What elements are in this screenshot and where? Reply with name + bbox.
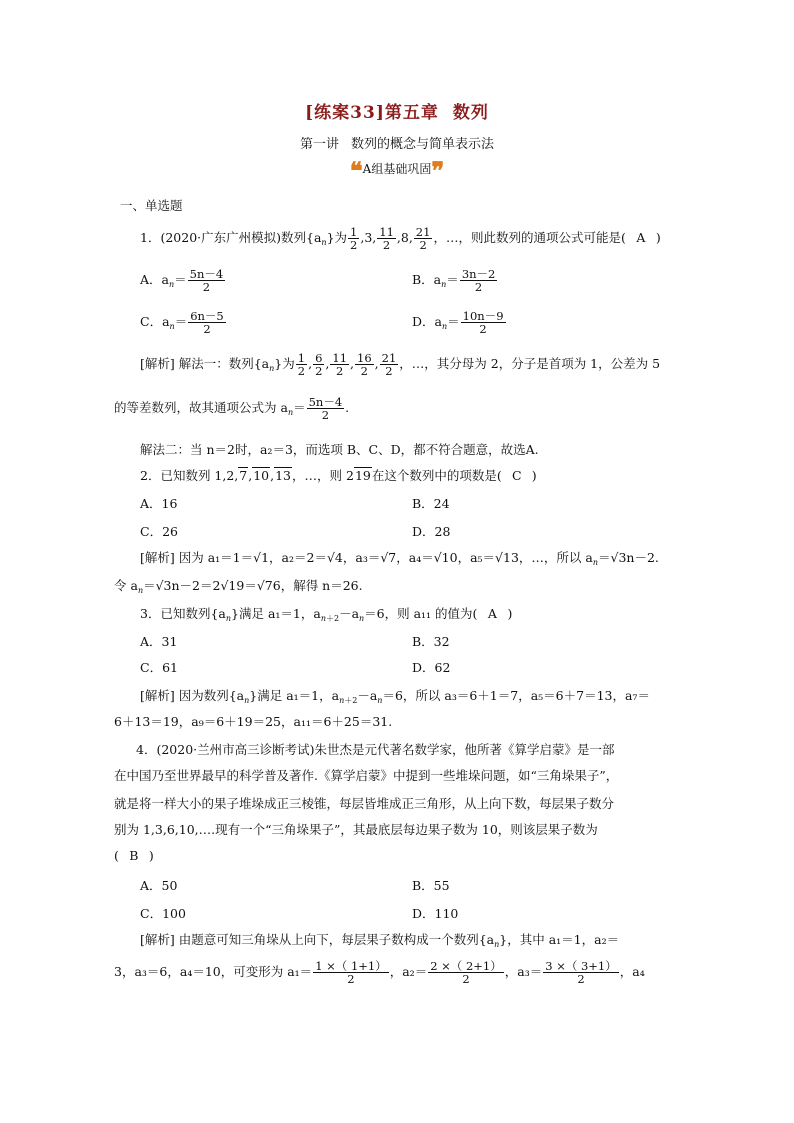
q4-answer-line: ( B ) bbox=[114, 848, 154, 863]
q2-option-d: D．28 bbox=[412, 524, 451, 539]
group-heading bbox=[0, 156, 794, 185]
q2-stem: 2．已知数列 1,2,7,10,13，…，则 219在这个数列中的项数是( C ) bbox=[140, 468, 537, 483]
q4-stem-line3: 就是将一样大小的果子堆垛成正三棱锥，每层皆堆成正三角形，从上向下数，每层果子数分 bbox=[114, 796, 615, 811]
q2-option-c: C．26 bbox=[140, 524, 178, 539]
lecture-number: 第一讲 bbox=[299, 137, 339, 152]
q3-option-c: C．61 bbox=[140, 660, 178, 675]
q4-explanation-line2: 3，a₃＝6，a₄＝10，可变形为 a₁＝ $\frac{1 \times( 1+1)}{2}$ ，a₂＝ $\frac{2 \times( 2+1)}{2}$ ，a₃＝ $\frac{3 \times( 3+1)}{2}$ ，a₄ bbox=[114, 959, 645, 987]
q1-option-a: A．$a_n=$ $\frac{5n-4}{2}$ bbox=[140, 267, 224, 295]
q2-explanation-line2: 令 $a_n=√3n-2=2√19=√76$，解得 n＝26. bbox=[114, 578, 363, 595]
q4-option-b: B．55 bbox=[412, 878, 450, 893]
q3-option-d: D．62 bbox=[412, 660, 451, 675]
q4-option-c: C．100 bbox=[140, 906, 186, 921]
q4-stem-line2: 在中国乃至世界最早的科学普及著作.《算学启蒙》中提到一些堆垛问题，如“三角垛果子”， bbox=[114, 768, 619, 783]
close-quote-icon: ❞ bbox=[431, 156, 445, 185]
q1-answer: A bbox=[636, 230, 646, 246]
q4-option-d: D．110 bbox=[412, 906, 459, 921]
q3-option-b: B．32 bbox=[412, 634, 450, 649]
section-heading: 一、单选题 bbox=[120, 198, 183, 213]
q4-option-a: A．50 bbox=[140, 878, 178, 893]
title-chapter: [练案33]第五章 bbox=[305, 103, 439, 123]
title-topic: 数列 bbox=[452, 103, 489, 123]
group-label: A组基础巩固 bbox=[362, 162, 432, 176]
q2-explanation-line1: [解析] 因为 a₁＝1＝√1，a₂＝2＝√4，a₃＝√7，a₄＝√10，a₅＝√13，…，所以 $a_n=√3n-2$. bbox=[140, 550, 659, 567]
q4-explanation-line1: [解析] 由题意可知三角垛从上向下，每层果子数构成一个数列$\{a_n\}$，其中 a₁＝1，a₂＝ bbox=[140, 932, 620, 949]
q1-option-d: D．$a_n=$ $\frac{10n-9}{2}$ bbox=[412, 309, 504, 337]
lecture-subtitle bbox=[0, 133, 794, 152]
q1-option-c: C．$a_n=$ $\frac{6n-5}{2}$ bbox=[140, 309, 224, 337]
q2-option-a: A．16 bbox=[140, 496, 178, 511]
q3-explanation-line2: 6＋13＝19，a₉＝6＋19＝25，a₁₁＝6＋25＝31. bbox=[114, 714, 393, 729]
q4-answer: B bbox=[129, 848, 139, 863]
q1-explanation-line1: [解析] 解法一：数列$\{a_n\}$为 $\frac{1}{2}$ , $\frac{6}{2}$ , $\frac{11}{2}$ , $\frac{16}{2}$ , $\frac{21}{2}$ ，…，其分母为 2，分子是首项为 1，公差为 5 bbox=[140, 351, 661, 379]
q2-option-b: B．24 bbox=[412, 496, 450, 511]
q3-answer: A bbox=[487, 606, 497, 621]
q1-option-b: B．$a_n=$ $\frac{3n-2}{2}$ bbox=[412, 267, 496, 295]
q4-stem-line1: 4．(2020·兰州市高三诊断考试)朱世杰是元代著名数学家，他所著《算学启蒙》是一部 bbox=[136, 742, 615, 757]
q3-explanation-line1: [解析] 因为数列$\{a_n\}$满足 a₁＝1，$a_{n+2}-a_n=6$，所以 a₃＝6＋1＝7，a₅＝6＋7＝13，a₇＝ bbox=[140, 688, 650, 705]
open-quote-icon: ❝ bbox=[349, 156, 363, 185]
q3-option-a: A．31 bbox=[140, 634, 178, 649]
page-title bbox=[0, 98, 794, 123]
q1-explanation-line2: 的等差数列，故其通项公式为 $a_n=$ $\frac{5n-4}{2}$ . bbox=[114, 395, 350, 423]
q1-stem: 1．(2020·广东广州模拟)数列$\{a_n\}$为 $\frac{1}{2}$ ,3, $\frac{11}{2}$ ,8, $\frac{21}{2}$ ，…，则此数列的通项公式可能是( A ) bbox=[140, 225, 661, 253]
q4-stem-line4: 别为 1,3,6,10,….现有一个“三角垛果子”，其最底层每边果子数为 10，则该层果子数为 bbox=[114, 822, 598, 837]
lecture-topic: 数列的概念与简单表示法 bbox=[351, 137, 495, 152]
q3-stem: 3．已知数列$\{a_n\}$满足 a₁＝1，$a_{n+2}-a_n=6$，则 a₁₁ 的值为( A ) bbox=[140, 606, 513, 623]
q1-explanation-line3: 解法二：当 n＝2时，a₂＝3，而选项 B、C、D，都不符合题意，故选A. bbox=[140, 442, 539, 457]
q2-answer: C bbox=[511, 468, 522, 483]
